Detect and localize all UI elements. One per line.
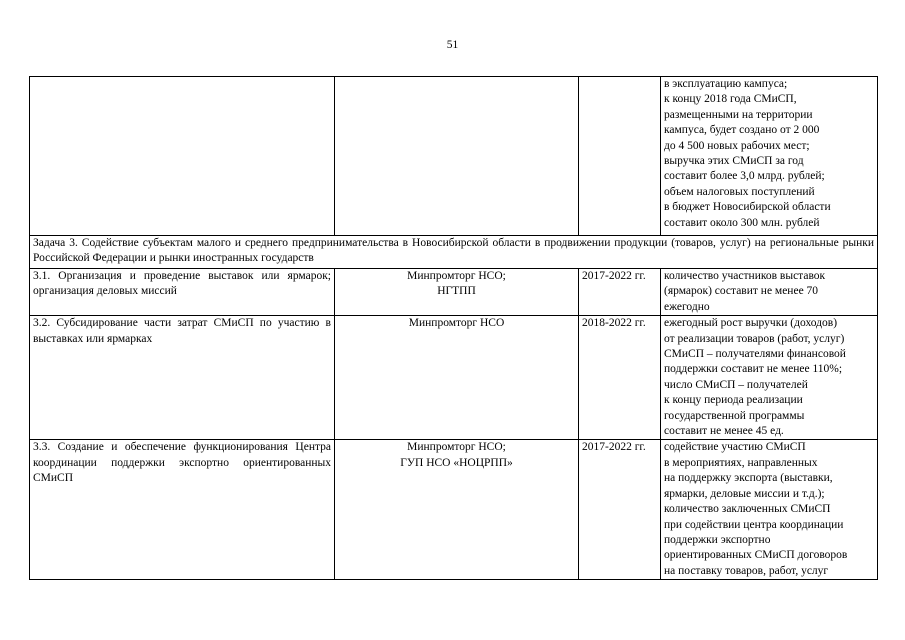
result-line: СМиСП – получателями финансовой bbox=[664, 348, 846, 361]
result-line: ежегодный рост выручки (доходов) bbox=[664, 317, 838, 330]
result-line: государственной программы bbox=[664, 409, 805, 422]
executor-cell bbox=[335, 77, 579, 236]
task-heading: Задача 3. Содействие субъектам малого и среднего предпринимательства в Новосибирской области в продвижении продукции (товаров, услуг) на региональные рынки Российской Федерации и рынки иностранных государств bbox=[30, 236, 878, 269]
result-line: выручка этих СМиСП за год bbox=[664, 155, 804, 168]
executor-line: ГУП НСО «НОЦРПП» bbox=[400, 456, 513, 469]
measure-cell: 3.2. Субсидирование части затрат СМиСП по участию в выставках или ярмарках bbox=[30, 316, 335, 440]
result-line: количество участников выставок bbox=[664, 270, 826, 282]
result-line: ярмарки, деловые миссии и т.д.); bbox=[664, 487, 825, 500]
result-line: составит не менее 45 ед. bbox=[664, 425, 784, 438]
period-cell: 2017-2022 гг. bbox=[579, 269, 661, 316]
result-line: к концу 2018 года СМиСП, bbox=[664, 93, 797, 106]
executor-cell bbox=[335, 316, 579, 440]
result-line: на поставку товаров, работ, услуг bbox=[664, 564, 829, 577]
result-line: в мероприятиях, направленных bbox=[664, 456, 818, 469]
result-line: в бюджет Новосибирской области bbox=[664, 201, 831, 214]
result-line: от реализации товаров (работ, услуг) bbox=[664, 332, 845, 345]
result-line: кампуса, будет создано от 2 000 bbox=[664, 124, 820, 137]
period-cell: 2018-2022 гг. bbox=[579, 316, 661, 440]
page-number: 51 bbox=[446, 39, 459, 51]
result-line: число СМиСП – получателей bbox=[664, 378, 808, 391]
result-line: объем налоговых поступлений bbox=[664, 185, 815, 198]
result-line: количество заключенных СМиСП bbox=[664, 503, 831, 516]
result-cell bbox=[661, 77, 878, 236]
result-line: составит более 3,0 млрд. рублей; bbox=[664, 170, 825, 183]
executor-line: НГТПП bbox=[437, 285, 476, 298]
executor-cell bbox=[335, 269, 579, 316]
result-line: до 4 500 новых рабочих мест; bbox=[664, 139, 810, 152]
measure-cell: 3.3. Создание и обеспечение функционирования Центра координации поддержки экспортно ориентированных СМиСП bbox=[30, 440, 335, 580]
executor-line: Минпромторг НСО; bbox=[407, 270, 506, 282]
result-line: ежегодно bbox=[664, 300, 710, 313]
result-line: (ярмарок) составит не менее 70 bbox=[664, 285, 819, 298]
result-line: содействие участию СМиСП bbox=[664, 441, 806, 454]
result-line: поддержки экспортно bbox=[664, 533, 771, 546]
table-row-3-2 bbox=[30, 316, 878, 440]
result-cell bbox=[661, 440, 878, 580]
result-line: размещенными на территории bbox=[664, 108, 813, 121]
table-row-3-1 bbox=[30, 269, 878, 316]
table-row-continuation bbox=[30, 77, 878, 236]
measure-cell bbox=[30, 77, 335, 236]
measure-cell: 3.1. Организация и проведение выставок или ярмарок; организация деловых миссий bbox=[30, 269, 335, 316]
executor-line: Минпромторг НСО bbox=[408, 317, 505, 330]
result-line: к концу периода реализации bbox=[664, 394, 803, 407]
result-line: поддержки составит не менее 110%; bbox=[664, 363, 843, 376]
period-cell bbox=[579, 77, 661, 236]
result-line: при содействии центра координации bbox=[664, 518, 844, 531]
result-cell bbox=[661, 269, 878, 316]
result-cell bbox=[661, 316, 878, 440]
program-measures-table bbox=[29, 76, 878, 580]
result-line: на поддержку экспорта (выставки, bbox=[664, 472, 833, 485]
result-line: в эксплуатацию кампуса; bbox=[664, 78, 788, 90]
table-row-task-3 bbox=[30, 236, 878, 269]
executor-line: Минпромторг НСО; bbox=[407, 441, 506, 454]
result-line: составит около 300 млн. рублей bbox=[664, 216, 820, 229]
executor-cell bbox=[335, 440, 579, 580]
table-row-3-3 bbox=[30, 440, 878, 580]
result-line: ориентированных СМиСП договоров bbox=[664, 549, 848, 562]
period-cell: 2017-2022 гг. bbox=[579, 440, 661, 580]
